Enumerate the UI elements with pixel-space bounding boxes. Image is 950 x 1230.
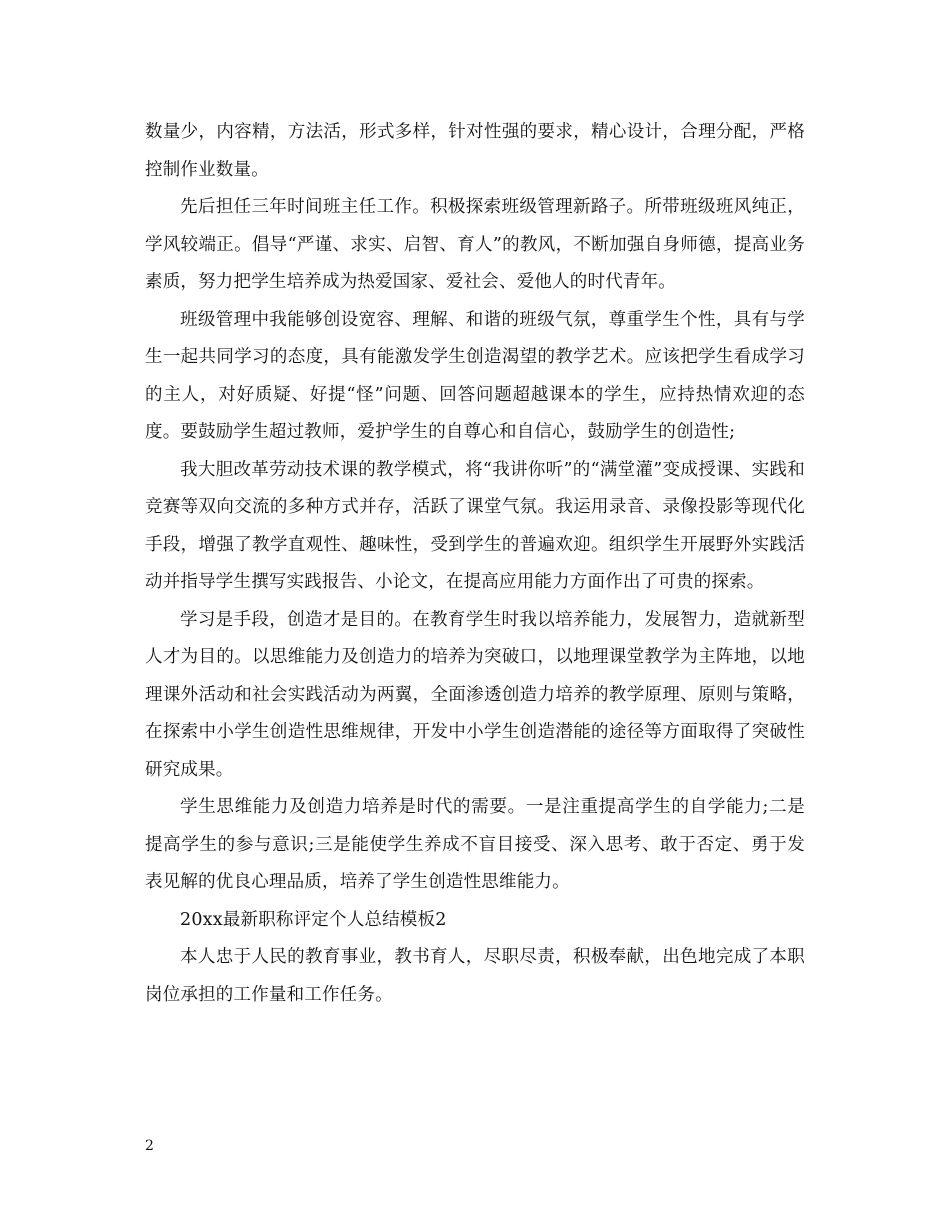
paragraph-2: 先后担任三年时间班主任工作。积极探索班级管理新路子。所带班级班风纯正，学风较端正。倡导“严谨、求实、启智、育人”的教风，不断加强自身师德，提高业务素质，努力把学生培养成为热爱国家、爱社会、爱他人的时代青年。: [145, 197, 805, 292]
paragraph-7: 本人忠于人民的教育事业，教书育人，尽职尽责，积极奉献，出色地完成了本职岗位承担的工作量和工作任务。: [145, 947, 805, 1005]
paragraph-1: 数量少，内容精，方法活，形式多样，针对性强的要求，精心设计，合理分配，严格控制作业数量。: [145, 122, 805, 180]
paragraph-4: 我大胆改革劳动技术课的教学模式，将“我讲你听”的“满堂灌”变成授课、实践和竞赛等双向交流的多种方式并存，活跃了课堂气氛。我运用录音、录像投影等现代化手段，增强了教学直观性、趣味性，受到学生的普遍欢迎。组织学生开展野外实践活动并指导学生撰写实践报告、小论文，在提高应用能力方面作出了可贵的探索。: [145, 459, 805, 592]
paragraph-5: 学习是手段，创造才是目的。在教育学生时我以培养能力，发展智力，造就新型人才为目的。以思维能力及创造力的培养为突破口，以地理课堂教学为主阵地，以地理课外活动和社会实践活动为两翼，全面渗透创造力培养的教学原理、原则与策略，在探索中小学生创造性思维规律，开发中小学生创造潜能的途径等方面取得了突破性研究成果。: [145, 609, 805, 780]
page-number: 2: [145, 1138, 154, 1154]
paragraph-3: 班级管理中我能够创设宽容、理解、和谐的班级气氛，尊重学生个性，具有与学生一起共同学习的态度，具有能激发学生创造渴望的教学艺术。应该把学生看成学习的主人，对好质疑、好提“怪”问题、回答问题超越课本的学生，应持热情欢迎的态度。要鼓励学生超过教师，爱护学生的自尊心和自信心，鼓励学生的创造性;: [145, 309, 805, 442]
paragraph-6: 学生思维能力及创造力培养是时代的需要。一是注重提高学生的自学能力;二是提高学生的参与意识;三是能使学生养成不盲目接受、深入思考、敢于否定、勇于发表见解的优良心理品质，培养了学生创造性思维能力。: [145, 797, 805, 892]
section-heading: 20xx最新职称评定个人总结模板2: [180, 909, 447, 930]
document-body: [145, 114, 805, 1014]
